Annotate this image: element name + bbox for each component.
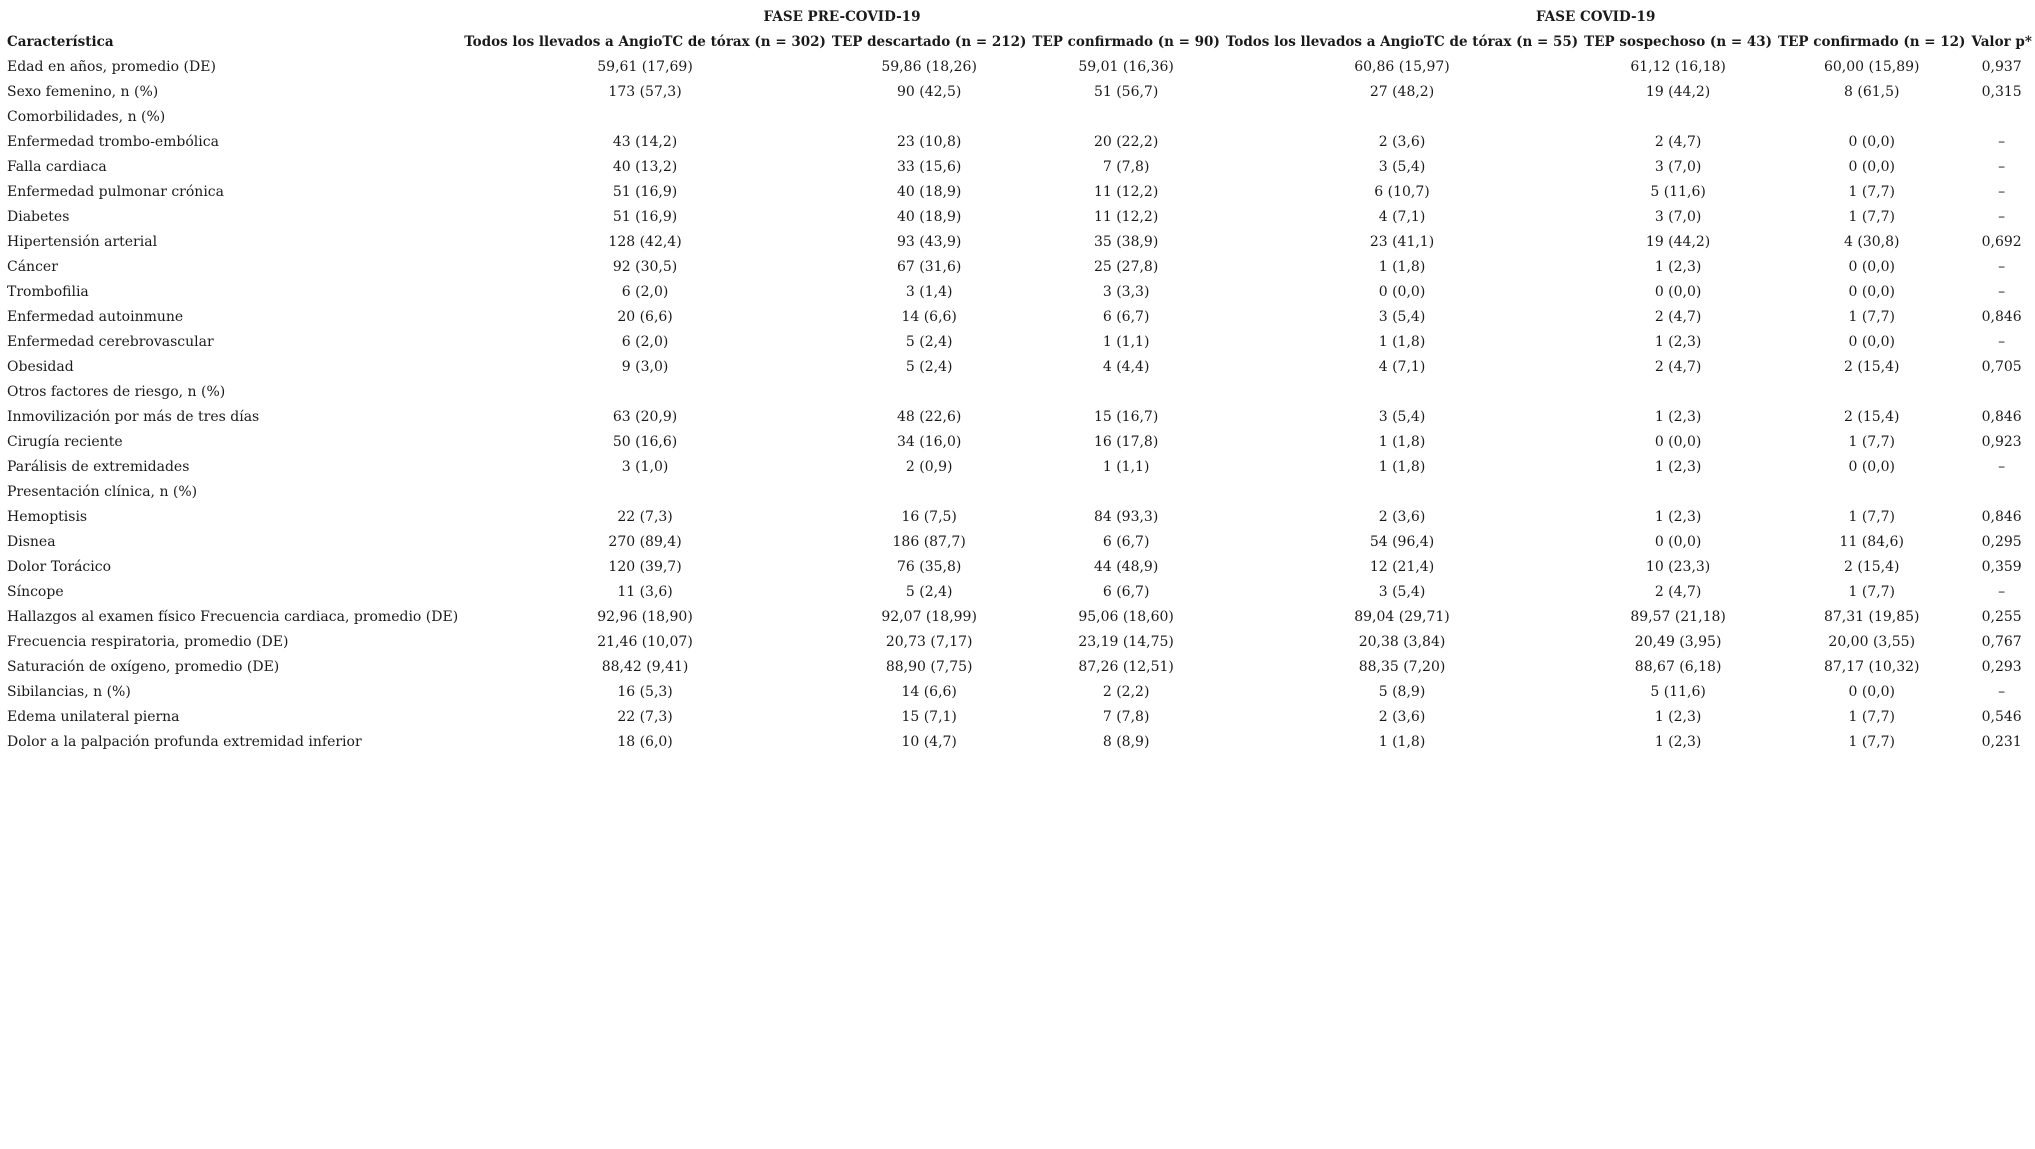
- cell-covid-all: 89,04 (29,71): [1354, 609, 1450, 625]
- table-row: [4, 230, 2035, 255]
- table-row: [4, 455, 2035, 480]
- cell-label: Trombofilia: [7, 284, 89, 300]
- cell-pre-confirmed: 15 (16,7): [1093, 409, 1159, 425]
- table-row: [4, 405, 2035, 430]
- cell-covid-confirmed: 1 (7,7): [1848, 584, 1896, 600]
- cell-pre-all: 18 (6,0): [617, 734, 673, 750]
- cell-covid-confirmed: 1 (7,7): [1848, 209, 1896, 225]
- cell-pre-ruled-out: 15 (7,1): [901, 709, 957, 725]
- cell-pre-ruled-out: 33 (15,6): [896, 159, 962, 175]
- characteristics-table: [4, 5, 2035, 755]
- cell-covid-all: 27 (48,2): [1369, 84, 1435, 100]
- cell-covid-all: [1223, 480, 1581, 505]
- cell-pre-confirmed: 8 (8,9): [1102, 734, 1150, 750]
- cell-pre-all: 92 (30,5): [612, 259, 678, 275]
- cell-label: Inmovilización por más de tres días: [7, 409, 260, 425]
- cell-covid-all: 1 (1,8): [1378, 259, 1426, 275]
- cell-label: Enfermedad cerebrovascular: [7, 334, 214, 350]
- cell-pre-confirmed: 25 (27,8): [1093, 259, 1159, 275]
- cell-covid-suspected: 5 (11,6): [1650, 684, 1706, 700]
- cell-covid-suspected: [1581, 480, 1775, 505]
- cell-covid-suspected: 1 (2,3): [1654, 734, 1702, 750]
- cell-pre-confirmed: 16 (17,8): [1093, 434, 1159, 450]
- cell-p-value: –: [1998, 334, 2006, 350]
- cell-pre-confirmed: 7 (7,8): [1102, 159, 1150, 175]
- cell-pre-ruled-out: 23 (10,8): [896, 134, 962, 150]
- cell-covid-confirmed: 1 (7,7): [1848, 509, 1896, 525]
- table-row: [4, 630, 2035, 655]
- cell-covid-suspected: 2 (4,7): [1654, 134, 1702, 150]
- cell-pre-ruled-out: 34 (16,0): [896, 434, 962, 450]
- table-row: [4, 655, 2035, 680]
- cell-pre-all: 21,46 (10,07): [597, 634, 693, 650]
- cell-covid-all: 0 (0,0): [1378, 284, 1426, 300]
- cell-label: Presentación clínica, n (%): [7, 484, 198, 500]
- table-row: [4, 730, 2035, 755]
- cell-covid-confirmed: 0 (0,0): [1848, 284, 1896, 300]
- column-header-covid-confirmed: TEP confirmado (n = 12): [1778, 34, 1966, 50]
- cell-pre-ruled-out: 186 (87,7): [892, 534, 966, 550]
- table-row: [4, 205, 2035, 230]
- cell-pre-ruled-out: 59,86 (18,26): [881, 59, 977, 75]
- cell-pre-ruled-out: 40 (18,9): [896, 209, 962, 225]
- cell-pre-all: 43 (14,2): [612, 134, 678, 150]
- cell-pre-confirmed: 6 (6,7): [1102, 309, 1150, 325]
- cell-covid-all: [1223, 380, 1581, 405]
- group-header-row: [4, 5, 2035, 30]
- cell-pre-ruled-out: 14 (6,6): [901, 309, 957, 325]
- cell-covid-suspected: 0 (0,0): [1654, 434, 1702, 450]
- cell-pre-confirmed: [1029, 105, 1222, 130]
- cell-covid-suspected: 2 (4,7): [1654, 359, 1702, 375]
- table-row: [4, 330, 2035, 355]
- cell-p-value: 0,255: [1981, 609, 2022, 625]
- cell-label: Síncope: [7, 584, 64, 600]
- cell-covid-confirmed: 0 (0,0): [1848, 334, 1896, 350]
- cell-pre-all: 6 (2,0): [621, 334, 669, 350]
- cell-pre-confirmed: 44 (48,9): [1093, 559, 1159, 575]
- cell-p-value: 0,295: [1981, 534, 2022, 550]
- cell-pre-all: 92,96 (18,90): [597, 609, 693, 625]
- cell-pre-confirmed: 1 (1,1): [1102, 459, 1150, 475]
- cell-covid-suspected: 61,12 (16,18): [1630, 59, 1726, 75]
- cell-pre-ruled-out: 5 (2,4): [905, 359, 953, 375]
- cell-pre-all: 88,42 (9,41): [601, 659, 689, 675]
- cell-pre-ruled-out: 2 (0,9): [905, 459, 953, 475]
- cell-label: Parálisis de extremidades: [7, 459, 190, 475]
- cell-label: Dolor a la palpación profunda extremidad inferior: [7, 734, 362, 750]
- cell-covid-suspected: 19 (44,2): [1645, 234, 1711, 250]
- cell-label: Enfermedad trombo-embólica: [7, 134, 219, 150]
- cell-pre-ruled-out: 40 (18,9): [896, 184, 962, 200]
- cell-label: Enfermedad autoinmune: [7, 309, 184, 325]
- cell-covid-confirmed: 0 (0,0): [1848, 259, 1896, 275]
- table-row: [4, 255, 2035, 280]
- cell-p-value: –: [1998, 584, 2006, 600]
- cell-pre-ruled-out: 93 (43,9): [896, 234, 962, 250]
- cell-covid-suspected: 2 (4,7): [1654, 309, 1702, 325]
- cell-label: Edad en años, promedio (DE): [7, 59, 216, 75]
- cell-covid-all: 3 (5,4): [1378, 584, 1426, 600]
- cell-p-value: –: [1998, 184, 2006, 200]
- cell-covid-all: 5 (8,9): [1378, 684, 1426, 700]
- cell-p-value: 0,293: [1981, 659, 2022, 675]
- cell-label: Cáncer: [7, 259, 58, 275]
- cell-pre-all: 16 (5,3): [617, 684, 673, 700]
- cell-covid-confirmed: 87,31 (19,85): [1823, 609, 1920, 625]
- cell-pre-confirmed: 59,01 (16,36): [1078, 59, 1174, 75]
- cell-covid-all: 1 (1,8): [1378, 434, 1426, 450]
- cell-covid-confirmed: 2 (15,4): [1844, 409, 1900, 425]
- table-row: [4, 305, 2035, 330]
- cell-pre-ruled-out: [829, 105, 1030, 130]
- cell-label: Saturación de oxígeno, promedio (DE): [7, 659, 280, 675]
- cell-covid-suspected: 5 (11,6): [1650, 184, 1706, 200]
- cell-pre-confirmed: [1029, 480, 1222, 505]
- table-row: [4, 480, 2035, 505]
- table-row: [4, 555, 2035, 580]
- cell-pre-all: 128 (42,4): [608, 234, 682, 250]
- cell-pre-all: [461, 105, 829, 130]
- cell-p-value: –: [1998, 134, 2006, 150]
- table-row: [4, 130, 2035, 155]
- cell-p-value: 0,546: [1981, 709, 2022, 725]
- cell-covid-all: 23 (41,1): [1369, 234, 1435, 250]
- cell-pre-all: [461, 480, 829, 505]
- cell-label: Dolor Torácico: [7, 559, 112, 575]
- cell-pre-ruled-out: 5 (2,4): [905, 334, 953, 350]
- table-row: [4, 155, 2035, 180]
- cell-covid-confirmed: [1775, 380, 1968, 405]
- cell-p-value: –: [1998, 284, 2006, 300]
- cell-p-value: [1968, 105, 2034, 130]
- cell-covid-suspected: 1 (2,3): [1654, 709, 1702, 725]
- cell-covid-confirmed: 0 (0,0): [1848, 684, 1896, 700]
- cell-covid-suspected: 2 (4,7): [1654, 584, 1702, 600]
- column-header-pre-ruled-out: TEP descartado (n = 212): [831, 34, 1027, 50]
- cell-pre-confirmed: 7 (7,8): [1102, 709, 1150, 725]
- table-row: [4, 530, 2035, 555]
- cell-covid-suspected: 1 (2,3): [1654, 334, 1702, 350]
- table-row: [4, 80, 2035, 105]
- cell-pre-all: 11 (3,6): [617, 584, 673, 600]
- cell-pre-ruled-out: 88,90 (7,75): [885, 659, 973, 675]
- cell-pre-ruled-out: [829, 380, 1030, 405]
- table-row: [4, 380, 2035, 405]
- cell-covid-all: 3 (5,4): [1378, 409, 1426, 425]
- cell-label: Comorbilidades, n (%): [7, 109, 166, 125]
- cell-pre-all: 20 (6,6): [617, 309, 673, 325]
- cell-covid-suspected: [1581, 380, 1775, 405]
- table-row: [4, 680, 2035, 705]
- cell-covid-all: [1223, 105, 1581, 130]
- cell-covid-suspected: [1581, 105, 1775, 130]
- column-header-pre-confirmed: TEP confirmado (n = 90): [1032, 34, 1220, 50]
- cell-pre-ruled-out: 20,73 (7,17): [885, 634, 973, 650]
- cell-covid-suspected: 1 (2,3): [1654, 259, 1702, 275]
- cell-pre-ruled-out: 16 (7,5): [901, 509, 957, 525]
- cell-covid-all: 1 (1,8): [1378, 459, 1426, 475]
- cell-p-value: 0,692: [1981, 234, 2022, 250]
- cell-covid-all: 88,35 (7,20): [1358, 659, 1446, 675]
- group-header-blank-end: [1968, 5, 2034, 30]
- cell-p-value: –: [1998, 684, 2006, 700]
- cell-label: Frecuencia respiratoria, promedio (DE): [7, 634, 289, 650]
- cell-pre-ruled-out: 48 (22,6): [896, 409, 962, 425]
- cell-label: Falla cardiaca: [7, 159, 107, 175]
- cell-p-value: [1968, 480, 2034, 505]
- cell-covid-all: 54 (96,4): [1369, 534, 1435, 550]
- cell-pre-confirmed: 11 (12,2): [1093, 184, 1159, 200]
- column-header-row: [4, 30, 2035, 55]
- group-header-pre-covid: FASE PRE-COVID-19: [763, 9, 921, 25]
- cell-covid-confirmed: 8 (61,5): [1844, 84, 1900, 100]
- table-row: [4, 705, 2035, 730]
- cell-pre-ruled-out: [829, 480, 1030, 505]
- table-row: [4, 280, 2035, 305]
- cell-pre-confirmed: 11 (12,2): [1093, 209, 1159, 225]
- cell-p-value: 0,359: [1981, 559, 2022, 575]
- cell-covid-confirmed: 87,17 (10,32): [1823, 659, 1920, 675]
- table-row: [4, 430, 2035, 455]
- table-row: [4, 505, 2035, 530]
- cell-p-value: –: [1998, 259, 2006, 275]
- cell-covid-suspected: 88,67 (6,18): [1634, 659, 1722, 675]
- cell-covid-all: 1 (1,8): [1378, 734, 1426, 750]
- cell-p-value: 0,846: [1981, 309, 2022, 325]
- cell-pre-all: 3 (1,0): [621, 459, 669, 475]
- cell-covid-confirmed: 0 (0,0): [1848, 159, 1896, 175]
- cell-covid-confirmed: [1775, 105, 1968, 130]
- cell-pre-confirmed: 51 (56,7): [1093, 84, 1159, 100]
- cell-pre-confirmed: 20 (22,2): [1093, 134, 1159, 150]
- column-header-covid-all: Todos los llevados a AngioTC de tórax (n = 55): [1225, 34, 1579, 50]
- cell-label: Hemoptisis: [7, 509, 88, 525]
- cell-p-value: 0,315: [1981, 84, 2022, 100]
- cell-pre-confirmed: [1029, 380, 1222, 405]
- cell-pre-confirmed: 1 (1,1): [1102, 334, 1150, 350]
- cell-covid-confirmed: 60,00 (15,89): [1823, 59, 1920, 75]
- cell-pre-all: 63 (20,9): [612, 409, 678, 425]
- cell-pre-all: 50 (16,6): [612, 434, 678, 450]
- table-row: [4, 55, 2035, 80]
- cell-pre-all: 120 (39,7): [608, 559, 682, 575]
- cell-covid-suspected: 10 (23,3): [1645, 559, 1711, 575]
- cell-covid-suspected: 3 (7,0): [1654, 159, 1702, 175]
- cell-covid-confirmed: 20,00 (3,55): [1828, 634, 1916, 650]
- cell-label: Cirugía reciente: [7, 434, 123, 450]
- cell-label: Enfermedad pulmonar crónica: [7, 184, 224, 200]
- cell-label: Diabetes: [7, 209, 70, 225]
- cell-pre-all: 270 (89,4): [608, 534, 682, 550]
- cell-covid-suspected: 0 (0,0): [1654, 284, 1702, 300]
- cell-covid-suspected: 1 (2,3): [1654, 459, 1702, 475]
- cell-pre-ruled-out: 3 (1,4): [905, 284, 953, 300]
- cell-covid-confirmed: 11 (84,6): [1839, 534, 1904, 550]
- cell-covid-suspected: 19 (44,2): [1645, 84, 1711, 100]
- cell-covid-all: 1 (1,8): [1378, 334, 1426, 350]
- cell-p-value: 0,937: [1981, 59, 2022, 75]
- cell-covid-all: 12 (21,4): [1369, 559, 1435, 575]
- cell-pre-confirmed: 87,26 (12,51): [1078, 659, 1174, 675]
- cell-pre-all: [461, 380, 829, 405]
- cell-p-value: 0,923: [1981, 434, 2022, 450]
- cell-covid-confirmed: 4 (30,8): [1844, 234, 1900, 250]
- cell-pre-confirmed: 2 (2,2): [1102, 684, 1150, 700]
- cell-covid-all: 2 (3,6): [1378, 709, 1426, 725]
- cell-p-value: –: [1998, 159, 2006, 175]
- cell-covid-suspected: 20,49 (3,95): [1634, 634, 1722, 650]
- cell-covid-confirmed: 1 (7,7): [1848, 709, 1896, 725]
- cell-pre-confirmed: 35 (38,9): [1093, 234, 1159, 250]
- cell-pre-ruled-out: 10 (4,7): [901, 734, 957, 750]
- cell-pre-all: 6 (2,0): [621, 284, 669, 300]
- column-header-covid-suspected: TEP sospechoso (n = 43): [1584, 34, 1773, 50]
- table-row: [4, 180, 2035, 205]
- cell-covid-all: 4 (7,1): [1378, 359, 1426, 375]
- cell-covid-confirmed: 0 (0,0): [1848, 134, 1896, 150]
- cell-label: Obesidad: [7, 359, 74, 375]
- cell-label: Disnea: [7, 534, 56, 550]
- cell-covid-confirmed: 2 (15,4): [1844, 359, 1900, 375]
- cell-covid-all: 3 (5,4): [1378, 159, 1426, 175]
- cell-covid-all: 4 (7,1): [1378, 209, 1426, 225]
- cell-pre-ruled-out: 90 (42,5): [896, 84, 962, 100]
- cell-pre-confirmed: 84 (93,3): [1093, 509, 1159, 525]
- cell-covid-confirmed: 0 (0,0): [1848, 459, 1896, 475]
- column-header-pre-all: Todos los llevados a AngioTC de tórax (n = 302): [464, 34, 826, 50]
- cell-pre-ruled-out: 76 (35,8): [896, 559, 962, 575]
- cell-p-value: 0,846: [1981, 509, 2022, 525]
- cell-pre-all: 9 (3,0): [621, 359, 669, 375]
- cell-pre-confirmed: 6 (6,7): [1102, 584, 1150, 600]
- cell-pre-confirmed: 4 (4,4): [1102, 359, 1150, 375]
- cell-pre-confirmed: 6 (6,7): [1102, 534, 1150, 550]
- cell-covid-all: 2 (3,6): [1378, 509, 1426, 525]
- cell-pre-confirmed: 3 (3,3): [1102, 284, 1150, 300]
- cell-pre-all: 59,61 (17,69): [597, 59, 693, 75]
- cell-p-value: 0,767: [1981, 634, 2022, 650]
- group-header-covid: FASE COVID-19: [1535, 9, 1656, 25]
- cell-covid-confirmed: 1 (7,7): [1848, 734, 1896, 750]
- cell-pre-all: 22 (7,3): [617, 709, 673, 725]
- cell-covid-confirmed: 2 (15,4): [1844, 559, 1900, 575]
- cell-pre-ruled-out: 67 (31,6): [896, 259, 962, 275]
- cell-p-value: 0,231: [1981, 734, 2022, 750]
- cell-covid-all: 3 (5,4): [1378, 309, 1426, 325]
- group-header-blank: [4, 5, 461, 30]
- cell-p-value: –: [1998, 459, 2006, 475]
- cell-covid-suspected: 89,57 (21,18): [1630, 609, 1726, 625]
- column-header-p-value: Valor p*: [1971, 34, 2032, 50]
- table-row: [4, 355, 2035, 380]
- cell-covid-confirmed: [1775, 480, 1968, 505]
- cell-label: Edema unilateral pierna: [7, 709, 180, 725]
- table-row: [4, 605, 2035, 630]
- cell-label: Hallazgos al examen físico Frecuencia cardiaca, promedio (DE): [7, 609, 459, 625]
- table-row: [4, 105, 2035, 130]
- cell-p-value: 0,705: [1981, 359, 2022, 375]
- column-header-characteristic: Característica: [7, 34, 114, 50]
- table-row: [4, 580, 2035, 605]
- cell-p-value: 0,846: [1981, 409, 2022, 425]
- cell-pre-ruled-out: 14 (6,6): [901, 684, 957, 700]
- cell-covid-all: 2 (3,6): [1378, 134, 1426, 150]
- cell-covid-suspected: 1 (2,3): [1654, 509, 1702, 525]
- cell-covid-suspected: 1 (2,3): [1654, 409, 1702, 425]
- cell-p-value: [1968, 380, 2034, 405]
- cell-pre-all: 40 (13,2): [612, 159, 678, 175]
- cell-pre-all: 173 (57,3): [608, 84, 682, 100]
- cell-covid-confirmed: 1 (7,7): [1848, 434, 1896, 450]
- cell-covid-confirmed: 1 (7,7): [1848, 184, 1896, 200]
- cell-p-value: –: [1998, 209, 2006, 225]
- cell-covid-confirmed: 1 (7,7): [1848, 309, 1896, 325]
- table-body: [4, 55, 2035, 755]
- cell-pre-all: 22 (7,3): [617, 509, 673, 525]
- cell-covid-suspected: 0 (0,0): [1654, 534, 1702, 550]
- cell-pre-all: 51 (16,9): [612, 209, 678, 225]
- cell-label: Sexo femenino, n (%): [7, 84, 159, 100]
- cell-label: Hipertensión arterial: [7, 234, 158, 250]
- cell-pre-confirmed: 95,06 (18,60): [1078, 609, 1174, 625]
- cell-covid-all: 6 (10,7): [1374, 184, 1430, 200]
- cell-pre-all: 51 (16,9): [612, 184, 678, 200]
- cell-pre-ruled-out: 5 (2,4): [905, 584, 953, 600]
- cell-covid-suspected: 3 (7,0): [1654, 209, 1702, 225]
- cell-covid-all: 60,86 (15,97): [1354, 59, 1450, 75]
- cell-pre-confirmed: 23,19 (14,75): [1078, 634, 1174, 650]
- cell-pre-ruled-out: 92,07 (18,99): [881, 609, 977, 625]
- cell-covid-all: 20,38 (3,84): [1358, 634, 1446, 650]
- cell-label: Sibilancias, n (%): [7, 684, 131, 700]
- cell-label: Otros factores de riesgo, n (%): [7, 384, 226, 400]
